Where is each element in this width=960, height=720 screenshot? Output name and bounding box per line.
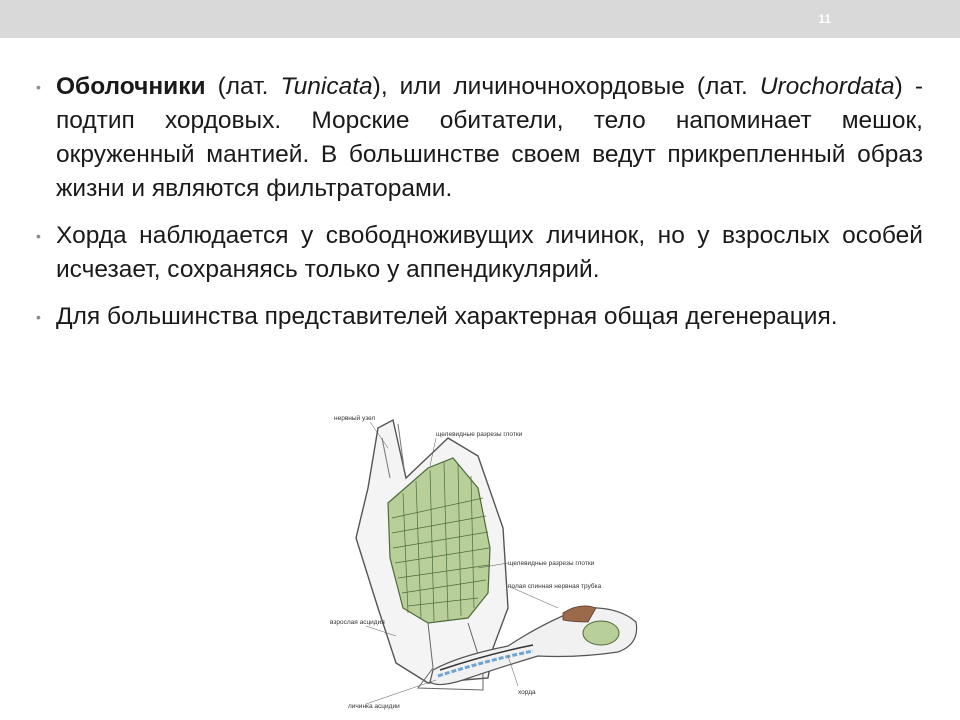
bullet-notochord [36, 219, 923, 287]
latin-urochordata: Urochordata [759, 73, 895, 100]
text-fragment: (лат. [205, 73, 281, 100]
text-fragment: ) - подтип хордовых. Морские обитатели, тело напоминает мешок, окруженный мантией. В большинстве своем ведут прикрепленный образ жизни и являются фильтраторами. [56, 73, 924, 202]
text-fragment: ), или личиночнохордовые (лат. [372, 73, 760, 100]
header-bar [0, 0, 960, 38]
term-tunicata: Оболочники [56, 73, 206, 100]
label-nerve-node: нервный узел [334, 415, 376, 422]
bullet-tunicata [36, 70, 923, 206]
larva-pharynx [583, 621, 619, 645]
label-gill-slits-top: щелевидные разрезы глотки [436, 431, 523, 438]
label-gill-slits-bottom: щелевидные разрезы глотки [508, 560, 595, 567]
bullet-degeneration [36, 300, 923, 334]
label-notochord: хорда [518, 689, 536, 696]
label-adult: взрослая асцидия [330, 619, 385, 626]
bullet-dot-icon: • [36, 228, 41, 244]
label-larva: личинка асцидии [348, 703, 400, 710]
bullet-dot-icon: • [36, 79, 41, 95]
ascidian-illustration [318, 408, 658, 714]
ascidian-drawing [318, 408, 658, 714]
text-fragment: Для большинства представителей характерная общая дегенерация. [56, 303, 838, 330]
slide-number: 11 [818, 12, 831, 26]
text-fragment: Хорда наблюдается у свободноживущих личинок, но у взрослых особей исчезает, сохраняясь только у аппендикулярий. [56, 222, 923, 283]
label-nerve-tube: полая спинная нервная трубка [508, 583, 602, 590]
slide-body [36, 70, 923, 347]
bullet-dot-icon: • [36, 309, 41, 325]
latin-tunicata: Tunicata [280, 73, 373, 100]
